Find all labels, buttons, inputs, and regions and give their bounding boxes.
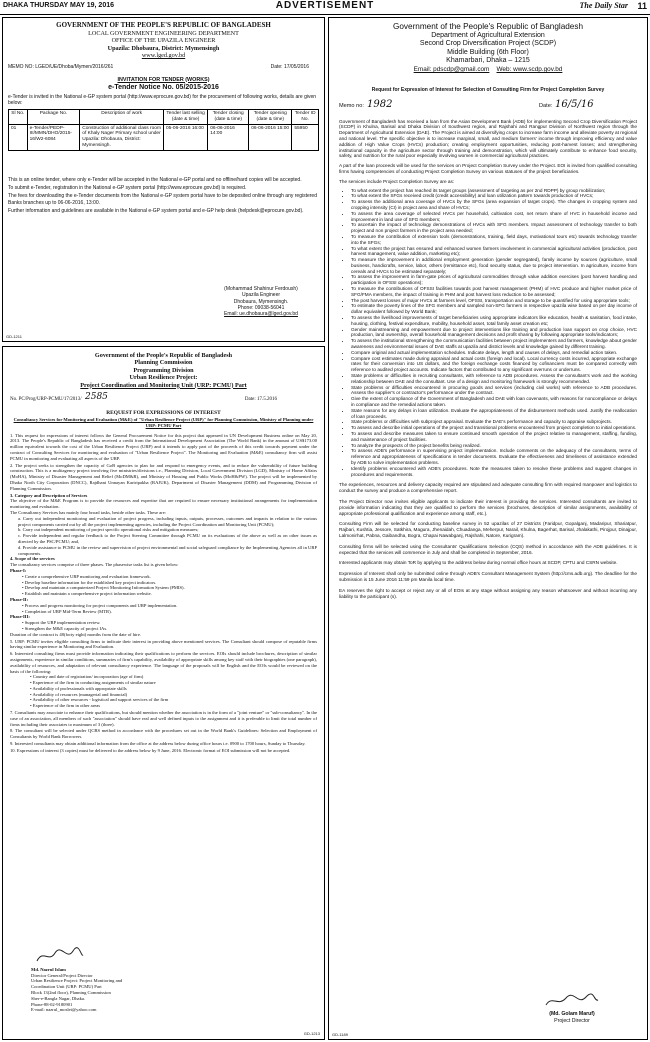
list-item: • To what extent the SFGs received credit (credit accessibility) and loan utilization pattern towards production of HVCs; bbox=[351, 193, 637, 199]
ad2-item: 6. Interested consulting firms must provide information indicating their qualifications to perform the services. EOIs should include brochures, description of similar assignments, experience in similar conditions, summaries of firm's capability, availability of appropriate skills among key staff with their biographies (one paragraph), availability of resources, and adaptation of relevant consultancy experience. The language of the proposals will be English and the EOIs would be reviewed on the basis of the following: bbox=[10, 651, 317, 674]
list-item: • To estimate the poverty lines of the SFG members and sampled non-SFG farmers in respective upazila wise based on per day income of dollar equivalent followed by World Bank; bbox=[351, 303, 637, 315]
ad1-sig-name: (Mohammad Shahinur Ferdoush) bbox=[224, 286, 298, 292]
list-item: • To what extent the project has ensured and enhanced women farmers involvement in commercial agricultural activities (production, post harvest management, value addition, marketing etc); bbox=[351, 246, 637, 258]
masthead bbox=[0, 0, 650, 15]
ad1-intro: e-Tender is invited in the National e-GP system portal (http://www.eprocure.gov.bd) for the procurement of following works, details are given below: bbox=[8, 93, 317, 106]
ad2-memo-handwritten: 2585 bbox=[85, 392, 108, 403]
list-item: • To assess the institutional strengthening the communication facilities between project implementers and farmers, knowledge about gender awareness and environmental issues of DAE staffs at upazila and district levels and knowledge gained by different training. bbox=[351, 338, 637, 350]
ad2-date: Date: 17.5.2016 bbox=[244, 397, 277, 403]
list-item: • To analyze the prospects of the project benefits being realized. bbox=[351, 443, 637, 449]
ad1-memo: MEMO NO: LGED/UE/Dhoba/Mymen/2016/261 bbox=[8, 63, 114, 70]
masthead-section: ADVERTISEMENT bbox=[275, 0, 375, 11]
ad2-item: b. Carry out independent monitoring of project specific operational risks and mitigation measures; bbox=[18, 527, 199, 533]
ad2-sig-unit: Urban Resilience Project: Project Monitoring and bbox=[31, 978, 123, 984]
ad1-table-header-row bbox=[9, 110, 319, 125]
ad2-item: • Support the URP implementation review. bbox=[22, 620, 101, 626]
ad2-item: • Completion of URP Mid-Term Review (MTR). bbox=[22, 608, 112, 614]
ad3-sig-name: (Md. Golam Maruf) bbox=[549, 1011, 595, 1018]
ad1-col-selling: Tender last selling (date & time) bbox=[163, 110, 207, 125]
ad2-sig-block: Block 13(2nd floor), Planning Commission bbox=[31, 989, 111, 995]
list-item: • The post harvest losses of major HVCs at farmers level, OFSSI, transportation and storage to be quantified for using appropriate tools; bbox=[351, 298, 637, 304]
ad1-header-office: OFFICE OF THE UPAZILA ENGINEER bbox=[111, 37, 216, 44]
list-item: • To assess ADB's performance in supervising project implementation. Include comments on the adequacy of the consultants, terms of reference and appropriateness of specifications in tender documents. Evaluate the effectiveness and timeliness of assistance extended by ADB to solve implementation problems. bbox=[351, 448, 637, 465]
ad2-item: 3. Category and Description of Services bbox=[10, 492, 88, 498]
ad1-notice-title: e-Tender Notice No. 05/2015-2016 bbox=[108, 83, 219, 91]
list-item: • To assess and describe initial operations of the project and transitional problems encountered from project completion to initial operations. bbox=[351, 425, 637, 431]
ad2-header-division: Programming Division bbox=[133, 366, 194, 374]
ad2-item: • Experience of the firm in other areas bbox=[30, 703, 101, 709]
ad2-item: • Availability of professionals with appropriate skills bbox=[30, 685, 127, 691]
ad2-sig-unit2: Coordination Unit (URP: PCMU) Part bbox=[31, 984, 102, 990]
list-item: • State reasons for any delays in loan utilization. Evaluate the appropriateness of the disbursement methods used. Justify the reallocation of loan proceeds. bbox=[351, 408, 637, 420]
ad2-item: 8. The consultant will be selected under QCBS method in accordance with the procedures set out in the World Bank's Guidelines: Selection and Employment of Consultants by World Bank Borrowers. bbox=[10, 728, 317, 740]
ad2-header-commission: Planning Commission bbox=[134, 359, 193, 367]
ad3-para-districts: Consulting Firm will be selected for conducting baseline survey in 52 upazilas of 27 Districts (Faridpur, Gopalganj, Madaripur, Shariatpur, Rajbari, Kushtia, Jessore, Satkhira, Magura, Jhenaidah, Chuadanga, Meherpur, Narail, Khulna, Bagerhat, Barisal, Jhalakathi, Pirojpur, Dinajpur, Lalmonirhat, Pabna, Gaibandha, Bogra, Chapai Nawabganj, Rajshahi, Natore, Kurigram). bbox=[339, 521, 637, 538]
ad1-header-upazila: Upazila: Dhobaura, District: Mymensingh bbox=[107, 44, 220, 52]
ad2-sig-title: Director General/Project Director bbox=[31, 972, 93, 978]
table-cell: e-Tender/PEDP-III/MMN/DHO/2015-16/W2-6084 bbox=[27, 124, 80, 150]
table-cell: 06-06-2016 14:00 bbox=[208, 124, 249, 150]
ad2-item: 5. URP: PCMU invites eligible consulting firms to indicate their interest in providing above mentioned services. The Consultant should compose of reputable firms having similar experience in Monitoring and Evaluation. bbox=[10, 638, 317, 650]
ad3-para-tor: Interested applicants may obtain ToR by applying to the address below during normal office hours at SCDP, CPTU and CSRN website. bbox=[339, 560, 618, 566]
ad2-item: a. Carry out independent monitoring and evaluation of project progress, including inputs, outputs, processes, outcomes and impacts in relation to the various project components carried out by all the project implementing agencies, including the Project Coordination and Monitoring Unit (PCMU); bbox=[18, 515, 317, 527]
ad1-sig-phone: Phone: 09038-56041 bbox=[237, 304, 285, 311]
ad2-item: Phase-III: bbox=[10, 614, 30, 620]
ad2-item: d. Provide assistance to PCMU in the review and supervision of project environmental and social safeguard compliance by the Implementing Agencies all in URP components. bbox=[18, 544, 317, 556]
ad2-header-unit: Project Coordination and Monitoring Unit (URP: PCMU) Part bbox=[80, 381, 247, 389]
ad1-para-online: This is an online tender, where only e-Tender will be accepted in the National e-GP portal and no offline/hard copies will be accepted. bbox=[8, 176, 302, 183]
ad2-item: • Develop baseline information for the established key project indicators. bbox=[22, 579, 157, 585]
list-item: • To assess the area coverage of selected HVCs per household, cultivation cost, net return share of HVC in household income and improvement in land use of SFG members; bbox=[351, 211, 637, 223]
ad2-item: The objective of the M&E Program is to provide the resources and expertise that are required to ensure necessary institutional arrangements for implementation monitoring and evaluation. bbox=[10, 498, 317, 510]
ad3-memo-handwritten: 1982 bbox=[367, 98, 393, 110]
table-cell: 01 bbox=[9, 124, 28, 150]
masthead-date: DHAKA THURSDAY MAY 19, 2016 bbox=[3, 2, 115, 9]
ad2-gd-code: GD-1213 bbox=[303, 1031, 320, 1036]
ad1-para-fees: The fees for downloading the e-Tender documents from the National e-GP system portal have to be deposited online through any registered Banks branches up to 06-06-2016, 13:00. bbox=[8, 193, 317, 206]
ad2-item: 10. Expressions of interest (3 copies) must be delivered to the address below by 9 June, 2016. Electronic format of EOI submission will not be accepted. bbox=[10, 747, 291, 753]
ad3-header-gov: Government of the People's Republic of Bangladesh bbox=[393, 22, 583, 31]
ad2-item: The consultancy services comprise of three phases. The phasewise tasks list is given below: bbox=[10, 562, 179, 568]
ad2-item: 1. This request for expressions of interest follows the General Procurement Notice for this project that appeared in UN Development Business online on May 20, 2013. The People's Republic of Bangladesh has received a credit from the International Development Association (The World Bank) in the amount of US$173.00 million equivalent towards the cost of the Urban Resilience Project (URP) and it intends to apply part of the proceeds of this credit towards payment under the contract of Consulting Services for monitoring and evaluation of "Urban Resilience Project". The Monitoring and Evaluation (M&E) consultancy firm will assist PCMU in monitoring and evaluating all aspects of the URP. bbox=[10, 432, 317, 461]
ad2-item: • Create a comprehensive URP monitoring and evaluation framework. bbox=[22, 573, 151, 579]
ad2-sig-phone: Phone-88-02-9180901 bbox=[31, 1001, 73, 1007]
ad3-para-submission: Expression of Interest shall only be submitted online through ADB's Consultant Management System (http://cms.adb.org). The deadline for the submission is 15 June 2016 11:59 pm Manila local time. bbox=[339, 571, 637, 582]
list-item: • To measure the improvement in additional employment generation (gender segregated), family income by sources (agriculture, small business, handicrafts, service, labor, others (remittance etc), food security status, due to project intervention. In agriculture, income from cereals and HVCs to be estimated separately; bbox=[351, 257, 637, 274]
ad2-item: • Establish and maintain a comprehensive project information website. bbox=[22, 591, 152, 597]
ad2-item: • Availability of resources (managerial and financial) bbox=[30, 691, 128, 697]
ad1-sig-email[interactable]: Email: ue.dhobaura@lged.gov.bd bbox=[224, 311, 298, 318]
ad1-sig-place: Dhobaura, Mymensingh. bbox=[233, 298, 289, 305]
ad1-header-dept: LOCAL GOVERNMENT ENGINEERING DEPARTMENT bbox=[88, 29, 239, 37]
ad3-web[interactable]: Web: www.scdp.gov.bd bbox=[496, 65, 563, 73]
list-item: • To assess and describe measures taken to ensure continued smooth operation of the project relative to management, staffing, funding, and maintenance of project facilities. bbox=[351, 431, 637, 443]
table-cell: 55950 bbox=[292, 124, 319, 150]
ad2-item: The Consultancy Services has mainly four broad tasks, beside other tasks. These are: bbox=[10, 509, 167, 515]
ad1-col-sl: Sl No. bbox=[9, 110, 28, 125]
ad1-para-info: Further information and guidelines are available in the National e-GP system portal and e-GP help desk (helpdesk@eprocure.gov.bd). bbox=[8, 208, 304, 215]
ad1-para-registration: To submit e-Tender, registration in the National e-GP system portal (http://www.eprocure.gov.bd) is required. bbox=[8, 185, 247, 192]
list-item: • Identify problems encountered with ADB's procedures. Note the measures taken to resolve these problems and suggest changes in procedures and requirements. bbox=[351, 466, 637, 478]
list-item: • To measure the contributions of OFSSI facilities towards post harvest management (PHM) of HVC produce and higher market price of SFG/FMA members, the impact of training in PHM and post harvest loss reduction to be assessed; bbox=[351, 286, 637, 298]
ad2-item: Phase-II: bbox=[10, 596, 29, 602]
ad2-header-gov: Government of the People's Republic of Bangladesh bbox=[94, 352, 233, 359]
ad3-para-selection: Consulting firms will be selected using the Consultants' Qualifications Selection (CQS) method in accordance with the ADB guidelines. It is expected that the services will commence in July and shall be completed in September, 2016. bbox=[339, 543, 637, 555]
ad3-services-lead: The services include Project Completion Survey are as: bbox=[339, 178, 455, 184]
list-item: • Give the extent of compliance of the Government of Bangladesh and DAE with loan covenants, with reasons for noncompliance or delays in compliance and the remedial actions taken. bbox=[351, 396, 637, 408]
ad2-subtitle: Consultancy Services for Monitoring and Evaluation (M&E) of "Urban Resilience Project (URP)" for Planning Commission, Ministry of Planning under URP: PCMU Part bbox=[13, 417, 314, 428]
ad2-item: c. Provide independent and regular feedback to the Project Steering Committee through PCMU on its evaluations of the above as well as on other issues as directed by the PSC/PCMU; and, bbox=[18, 533, 317, 544]
table-cell: 06-06-2016 15:00 bbox=[249, 124, 292, 150]
ad3-request-title: Request for Expression of Interest for Selection of Consulting Firm for Project Completion Survey bbox=[371, 86, 605, 93]
ad3-header-project: Second Crop Diversification Project (SCDP) bbox=[419, 40, 557, 48]
ad2-item: 9. Interested consultants may obtain additional information from the office at the address below during office hours i.e. 0900 to 1700 hours, Sunday to Thursday. bbox=[10, 741, 306, 747]
ad3-email[interactable]: Email: pdscdp@gmail.com bbox=[413, 65, 490, 73]
ad2-item: 4. Scope of the services bbox=[10, 556, 55, 562]
masthead-paper: The Daily Star bbox=[579, 1, 628, 10]
ad2-item: Phase-I: bbox=[10, 567, 27, 573]
ad-urp-eoi bbox=[2, 346, 325, 1040]
ad3-para-experience: The experiences, resources and delivery capacity required are stipulated and adequate consulting firm with required manpower and logistics to conduct the survey and produce a comprehensive report. bbox=[339, 482, 637, 494]
table-row bbox=[9, 124, 319, 150]
ad2-item: • Experience of the firm in conducting assignments of similar nature bbox=[30, 680, 156, 686]
ad3-header-address: Khamarbari, Dhaka – 1215 bbox=[446, 57, 530, 65]
ad2-item: • Availability of other resources - logistical and support services of the firm bbox=[30, 697, 169, 703]
list-item: • State problems or difficulties in recruiting consultants, with reference to ADB procedures. Assess the consultant's work and the working relationship between DAE and the consultant. Use of a design and monitoring framework is strongly recommended. bbox=[351, 373, 637, 385]
ad1-col-package: Package No. bbox=[27, 110, 80, 125]
ad2-sig-email[interactable]: E-mail: nazrul_moslet@yahoo.com bbox=[31, 1007, 97, 1013]
ad2-item: • Strengthen the M&E capacity of project IAs. bbox=[22, 625, 108, 631]
ad3-services-list bbox=[339, 188, 637, 478]
ad2-sig-address: Sher-e-Bangla Nagar, Dhaka. bbox=[31, 995, 86, 1001]
ad2-item: • Develop and maintain a computerized Project Monitoring Information System (PMIS). bbox=[22, 585, 185, 591]
ad1-tender-table bbox=[8, 109, 319, 151]
masthead-page: 11 bbox=[637, 1, 647, 11]
ad1-sig-title: Upazila Engineer bbox=[241, 292, 281, 299]
ad3-para-rights: EA reserves the right to accept or reject any or all of EOIs at any stage without assigning any reason whatsoever and without incurring any liability to the participant (s). bbox=[339, 587, 637, 599]
list-item: • To measure the contribution of extension tools (demonstrations, training, field days, motivational tours etc) towards technology transfer into the SFGs; bbox=[351, 234, 637, 246]
ad3-para-invite: The Project Director now invites eligible applicants to indicate their interest in providing the services. Interested consultants are invited to provide information indicating that they are qualified to perform the services (brochures, description of similar assignments, availability of appropriate professional qualification and experience among staff, etc.). bbox=[339, 498, 637, 516]
table-cell: Construction of additional class room of Khaly Nager Primary school under Upazila: Dhobaura, District: Mymensingh. bbox=[80, 124, 164, 150]
ad2-item: • Process and progress monitoring for project components and URP implementation. bbox=[22, 602, 178, 608]
ad1-col-description: Description of work bbox=[80, 110, 164, 125]
list-item: • State problems or difficulties encountered in procuring goods and services (including civil works) with reference to ADB procedures. Assess the supplier's or contractor's performance under the contract. bbox=[351, 385, 637, 397]
ad1-signature-block bbox=[206, 286, 316, 317]
list-item: • To what extent the project has reached its target groups (assessment of targeting as per 2nd RDPP) by group mobilization; bbox=[351, 188, 637, 194]
ad3-date-handwritten: 16/5/16 bbox=[555, 98, 594, 110]
ad2-item: • Country and date of registration/ incorporation (age of firm) bbox=[30, 674, 144, 680]
ad1-col-opening: Tender opening (date & time) bbox=[249, 110, 292, 125]
ad3-header-building: Middle Building (6th Floor) bbox=[447, 48, 529, 56]
ad1-date: Date: 17/05/2016 bbox=[270, 63, 309, 70]
ad1-invitation: INVITATION FOR TENDER (WORKS) bbox=[117, 76, 210, 83]
list-item: • Compare original and actual implementation schedules. Indicate delays, length and causes of delays, and remedial action taken. bbox=[351, 350, 637, 356]
ad1-header-gov: GOVERNMENT OF THE PEOPLE'S REPUBLIC OF BANGLADESH bbox=[56, 21, 271, 29]
list-item: • To ascertain the impact of technology demonstrations of HVCs with SFG members. Impact assessment of technology transfer to both project and non project farmers in the project area needed; bbox=[351, 222, 637, 234]
ad2-body bbox=[10, 433, 317, 754]
ad-scdp-eoi bbox=[328, 17, 648, 1040]
ad2-signature-scribble bbox=[35, 947, 85, 965]
ad2-sig-name: Md. Nazrul Islam bbox=[31, 966, 66, 972]
table-cell: 05-06-2016 16:00 bbox=[163, 124, 207, 150]
list-item: • State problems or difficulties with subproject appraisal. Evaluate the DAE's performance and capacity to appraise subprojects. bbox=[351, 419, 637, 425]
ad3-sig-title: Project Director bbox=[554, 1017, 590, 1024]
ad3-loan-para: A part of the loan proceeds will be used for the services on Project Completion Survey under the Project. EOI is invited from qualified consulting firms having competencies of conducting Project Completion Survey on various statuses of the project beneficiaries. bbox=[339, 163, 637, 174]
ad2-header-project: Urban Resilience Project: bbox=[129, 374, 198, 382]
list-item: • To assess the additional area coverage of HVCs by the SFGs (area expansion of target crops). The changes in cropping system and cropping intensity (CI) in project area and share of HVCs; bbox=[351, 199, 637, 211]
ad-lged-tender bbox=[2, 17, 325, 342]
ad3-signature-scribble bbox=[542, 993, 602, 1009]
ad3-gd-code: GD-1189 bbox=[332, 1032, 348, 1037]
ad3-intro-para: Government of Bangladesh has received a loan from the Asian Development Bank (ADB) for implementing Second Crop Diversification Project (SCDP) in Khulna, Barisal and Dhaka Division of Southwest region, and Rajshahi and Rangpur Division of Northwest region through the Department of Agricultural Extension (DAE). The Project is aimed at diversifying crops to increase farm income and alleviate poverty at regional and national level. The specific objective is to increase marginal, small, and medium farmers' income through improving efficiency and value addition of High Value Crops (HVCs) production; creating employment opportunities, reducing post-harvest losses; and strengthening institutional capacity in the agriculture sector through training and demonstration, which will ultimately contribute to enhance food security, safety, and nutrition for the rural poor especially involving women in commercial agricultural practices. bbox=[339, 118, 637, 159]
ad2-item: Duration of the contract is 48(forty eight) months from the date of hire. bbox=[10, 631, 142, 637]
list-item: • To assess the improvement in farm-gate prices of agricultural commodities through value addition exercises (post harvest handling and participation in OFSSI operations); bbox=[351, 274, 637, 286]
ad1-gd-code: GD-1211 bbox=[6, 334, 22, 339]
ad3-signature-block bbox=[517, 993, 627, 1024]
ad3-header-dept: Department of Agricultural Extension bbox=[431, 31, 545, 39]
ad1-col-closing: Tender closing (date & time) bbox=[208, 110, 249, 125]
ad3-date-label: Date: bbox=[539, 102, 553, 109]
ad2-item: 7. Consultants may associate to enhance their qualifications, but should mention whether the association is in the form of a "joint venture" or "sub-consultancy". In the case of an association, all members of such "association" should have real and well defined inputs to the assignment and it is preferable to limit the total number of firms including their associates to maximum of 3 (three). bbox=[10, 710, 317, 727]
ad2-memo: No. PC/Prog/URP-PCMU/17/2013/ bbox=[10, 397, 82, 403]
ad2-item: 2. The project seeks to strengthen the capacity of GoB agencies to plan for and respond to emergency events, and to reduce the vulnerability of future building construction. This is a multiagency project involving five ministries/divisions i.e., Planning Division, Local Government Division (LGD), Ministry of Home Affairs (MoHA), Ministry of Disaster Management and Relief (MoDM&R), and Ministry of Housing and Public Works (MoH&PW). The project will be implemented by Dhaka North City Corporation (DNCC), Rajdhani Unnayan Kartripakha (RAJUK), Department of Disaster Management (DDM) and Programming Division of Planning Commission. bbox=[10, 462, 317, 491]
ad3-memo-label: Memo no: bbox=[339, 102, 364, 109]
ad1-col-id: Tender ID No. bbox=[292, 110, 319, 125]
list-item: • Gender mainstreaming and empowerment due to project interventions like training and production loan support on crop choice, HVC production, land ownership, overall household management decisions and profit sharing by following appropriate tools/indicators; bbox=[351, 327, 637, 339]
ad2-signature-block bbox=[31, 947, 231, 1013]
ad2-title: REQUEST FOR EXPRESSIONS OF INTEREST bbox=[106, 410, 221, 417]
list-item: • To assess the livelihood improvements of target beneficiaries using appropriate indicators like education, health & sanitation, food intake, housing, clothing, festival expenditure, mobility, household asset, total family asset creation etc; bbox=[351, 315, 637, 327]
list-item: • Compare cost estimates made during appraisal and actual costs (foreign and local). Local currency costs incurred, appropriate exchange rates for their conversion into US dollars, and the foreign exchange costs financed by cofinanciers must be compared correctly with reference to audited project accounts. Indicate factors that contributed to any significant overruns or underruns. bbox=[351, 356, 637, 373]
ad1-header-web[interactable]: www.lged.gov.bd bbox=[141, 52, 186, 59]
